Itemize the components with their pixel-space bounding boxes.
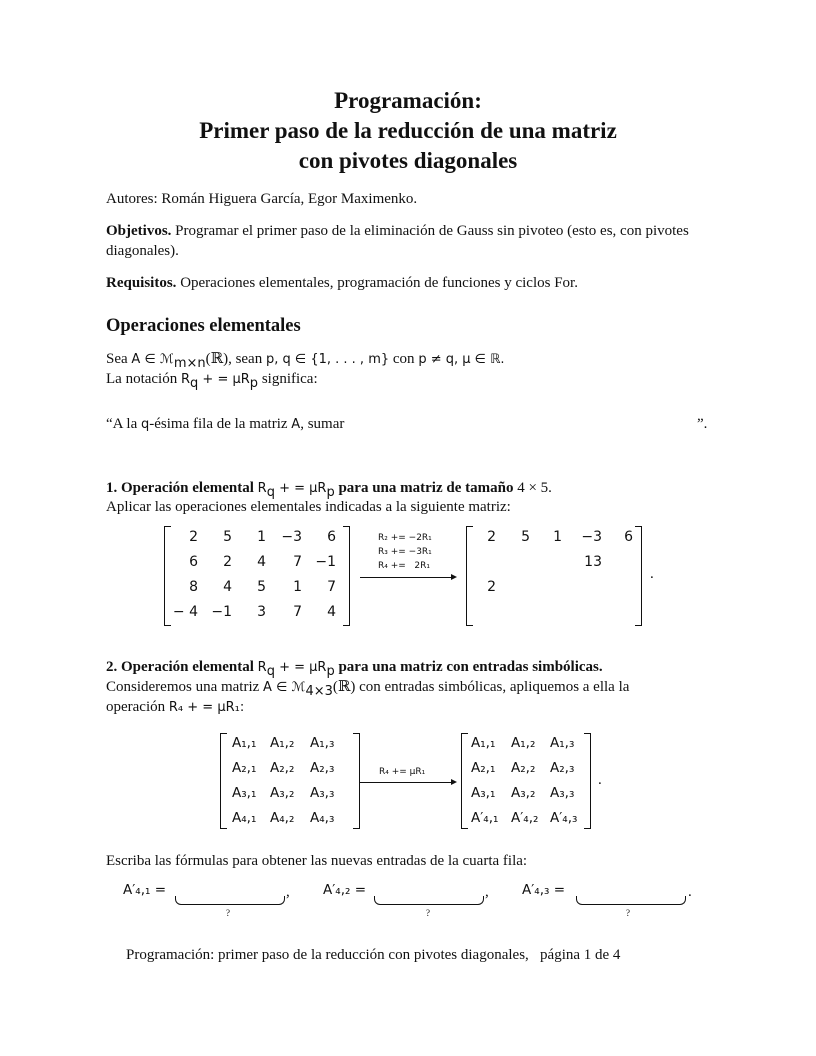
formula-punct: , (286, 884, 290, 900)
math-fragment: A ∈ ℳ (263, 680, 306, 695)
matrix-cell: 1 (257, 529, 266, 545)
matrix-cell: A₄,₂ (270, 810, 295, 826)
arrow-head-icon (451, 574, 457, 580)
matrix-cell: A₂,₃ (310, 760, 335, 776)
matrix-cell: A₂,₂ (511, 760, 536, 776)
matrix-cell: A₃,₂ (511, 785, 536, 801)
matrix-cell: 6 (189, 554, 198, 570)
text-fragment: significa: (258, 371, 318, 387)
matrix-bracket-right (635, 526, 642, 626)
matrix-cell: A₂,₁ (232, 760, 257, 776)
exercise-2-left-matrix (220, 733, 360, 829)
math-subscript: q (266, 485, 275, 500)
underbrace-icon (374, 896, 484, 905)
matrix-cell: A₃,₁ (471, 785, 496, 801)
matrix-cell: A₂,₂ (270, 760, 295, 776)
text-fragment: -ésima fila de la matriz (149, 416, 292, 432)
matrix-cell: A′₄,₂ (511, 810, 539, 826)
page-title-line-1: Programación: (334, 88, 482, 113)
section-heading: Operaciones elementales (106, 316, 301, 336)
text-fragment: “A la (106, 416, 141, 432)
text-fragment: 4 × 5. (517, 480, 552, 496)
exercise-1-instruction: Aplicar las operaciones elementales indicadas a la siguiente matriz: (106, 499, 511, 515)
matrix-cell: A₁,₂ (270, 735, 295, 751)
matrix-cell: 4 (223, 579, 232, 595)
text-fragment: operación (106, 699, 169, 715)
math-subscript: m×n (173, 356, 206, 371)
text-fragment: , sumar (300, 416, 345, 432)
math-fragment: + = μR (274, 660, 327, 675)
exercise-2-right-matrix (461, 733, 591, 829)
math-fragment: A ∈ ℳ (131, 352, 174, 367)
formula-lhs: A′₄,₃ = (522, 882, 566, 898)
matrix-bracket-right (353, 733, 360, 829)
math-fragment: R₄ + = μR₁: (168, 700, 245, 715)
matrix-cell: 5 (521, 529, 530, 545)
quote-line (106, 414, 712, 435)
objectives-label: Objetivos. (106, 223, 172, 239)
underbrace-icon (576, 896, 686, 905)
math-subscript: p (249, 376, 259, 391)
matrix-cell: −1 (211, 604, 232, 620)
math-fragment: R (257, 660, 267, 675)
page-title-line-3: con pivotes diagonales (298, 148, 518, 173)
matrix-cell: A′₄,₁ (471, 810, 499, 826)
math-fragment: + = μR (198, 372, 250, 387)
matrix-cell: 1 (293, 579, 302, 595)
matrix-cell: 2 (487, 579, 496, 595)
text-fragment: Sea (106, 351, 132, 367)
page-footer: Programación: primer paso de la reducción con pivotes diagonales, página 1 de 4 (126, 947, 621, 963)
matrix-cell: 13 (584, 554, 602, 570)
matrix-cell: − 4 (172, 604, 198, 620)
matrix-cell: 2 (487, 529, 496, 545)
matrix-cell: 2 (223, 554, 232, 570)
objectives-paragraph (106, 221, 712, 261)
math-subscript: p (326, 485, 335, 500)
section-line-1 (106, 349, 712, 370)
math-fragment: p ≠ q, μ ∈ ℝ. (418, 352, 505, 367)
math-fragment: + = μR (274, 481, 327, 496)
formula-punct: . (688, 884, 692, 900)
matrix-cell: 2 (189, 529, 198, 545)
formula-lhs: A′₄,₁ = (123, 882, 167, 898)
matrix-cell: A₃,₃ (310, 785, 335, 801)
matrix-cell: 5 (223, 529, 232, 545)
matrix-cell: A₃,₃ (550, 785, 575, 801)
math-fragment: A (291, 417, 301, 432)
math-subscript: q (266, 664, 275, 679)
matrix-cell: A₃,₁ (232, 785, 257, 801)
math-fragment: q (141, 417, 150, 432)
matrix-cell: A₁,₁ (471, 735, 496, 751)
math-fragment: p, q ∈ {1, . . . , m} (265, 352, 390, 367)
arrow-head-icon (451, 779, 457, 785)
quote-close: ”. (697, 416, 708, 432)
matrix-cell: 4 (257, 554, 266, 570)
formula-punct: , (485, 884, 489, 900)
operation-label: R₄ += μR₁ (379, 767, 426, 777)
matrix-cell: 7 (293, 554, 302, 570)
matrix-cell: A₂,₃ (550, 760, 575, 776)
arrow-line (360, 577, 452, 578)
math-fragment: R (180, 372, 191, 387)
exercise-2-title (106, 657, 712, 678)
matrix-bracket-right (584, 733, 591, 829)
matrix-cell: 6 (327, 529, 336, 545)
exercise-1-title (106, 478, 712, 499)
matrix-cell: A₁,₂ (511, 735, 536, 751)
text-fragment: (ℝ) con entradas simbólicas, apliquemos a ella la (332, 679, 630, 695)
matrix-cell: A₄,₁ (232, 810, 257, 826)
matrix-cell: 8 (189, 579, 198, 595)
math-subscript: 4×3 (305, 684, 333, 699)
formulas-prompt: Escriba las fórmulas para obtener las nuevas entradas de la cuarta fila: (106, 853, 528, 869)
matrix-cell: 6 (624, 529, 633, 545)
requirements-paragraph (106, 273, 712, 293)
text-fragment: para una matriz de tamaño (334, 480, 518, 496)
exercise-1-right-matrix (466, 526, 642, 626)
matrix-cell: A₄,₃ (310, 810, 335, 826)
matrix-cell: A₁,₃ (310, 735, 335, 751)
text-fragment: 1. Operación elemental (106, 480, 258, 496)
matrix-cell: 7 (327, 579, 336, 595)
requirements-text: Operaciones elementales, programación de funciones y ciclos For. (180, 275, 578, 291)
text-fragment: para una matriz con entradas simbólicas. (334, 659, 603, 675)
operation-label: R₂ += −2R₁ (378, 533, 432, 543)
matrix-cell: A₁,₃ (550, 735, 575, 751)
matrix-cell: A₁,₁ (232, 735, 257, 751)
text-fragment: La notación (106, 371, 181, 387)
matrix-period: . (598, 772, 602, 788)
matrix-cell: −3 (281, 529, 302, 545)
authors-line: Autores: Román Higuera García, Egor Maximenko. (106, 191, 418, 207)
exercise-1-left-matrix (164, 526, 350, 626)
matrix-cell: −3 (581, 529, 602, 545)
math-subscript: q (190, 376, 199, 391)
page-title-line-2: Primer paso de la reducción de una matriz (199, 118, 617, 143)
text-fragment: Consideremos una matriz (106, 679, 264, 695)
matrix-cell: 1 (553, 529, 562, 545)
operation-label: R₄ += 2R₁ (378, 561, 430, 571)
operation-label: R₃ += −3R₁ (378, 547, 432, 557)
text-fragment: 2. Operación elemental (106, 659, 258, 675)
section-line-2 (106, 369, 712, 390)
text-fragment: (ℝ), sean (205, 351, 266, 367)
matrix-cell: 5 (257, 579, 266, 595)
question-mark: ? (626, 908, 630, 918)
underbrace-icon (175, 896, 285, 905)
requirements-label: Requisitos. (106, 275, 177, 291)
matrix-bracket-right (343, 526, 350, 626)
exercise-2-line-1 (106, 677, 712, 698)
matrix-cell: A₃,₂ (270, 785, 295, 801)
exercise-2-line-2 (106, 697, 712, 718)
math-fragment: R (257, 481, 267, 496)
matrix-cell: −1 (315, 554, 336, 570)
matrix-period: . (650, 566, 654, 582)
matrix-bracket-left (461, 733, 468, 829)
matrix-cell: A′₄,₃ (550, 810, 578, 826)
matrix-bracket-left (220, 733, 227, 829)
text-fragment: con (389, 351, 419, 367)
question-mark: ? (426, 908, 430, 918)
arrow-line (360, 782, 452, 783)
matrix-cell: A₂,₁ (471, 760, 496, 776)
formula-lhs: A′₄,₂ = (323, 882, 367, 898)
objectives-text: Programar el primer paso de la eliminación de Gauss sin pivoteo (esto es, con pivotes diagonales). (106, 223, 689, 259)
matrix-cell: 3 (257, 604, 266, 620)
matrix-cell: 7 (293, 604, 302, 620)
matrix-cell: 4 (327, 604, 336, 620)
math-subscript: p (326, 664, 335, 679)
question-mark: ? (226, 908, 230, 918)
